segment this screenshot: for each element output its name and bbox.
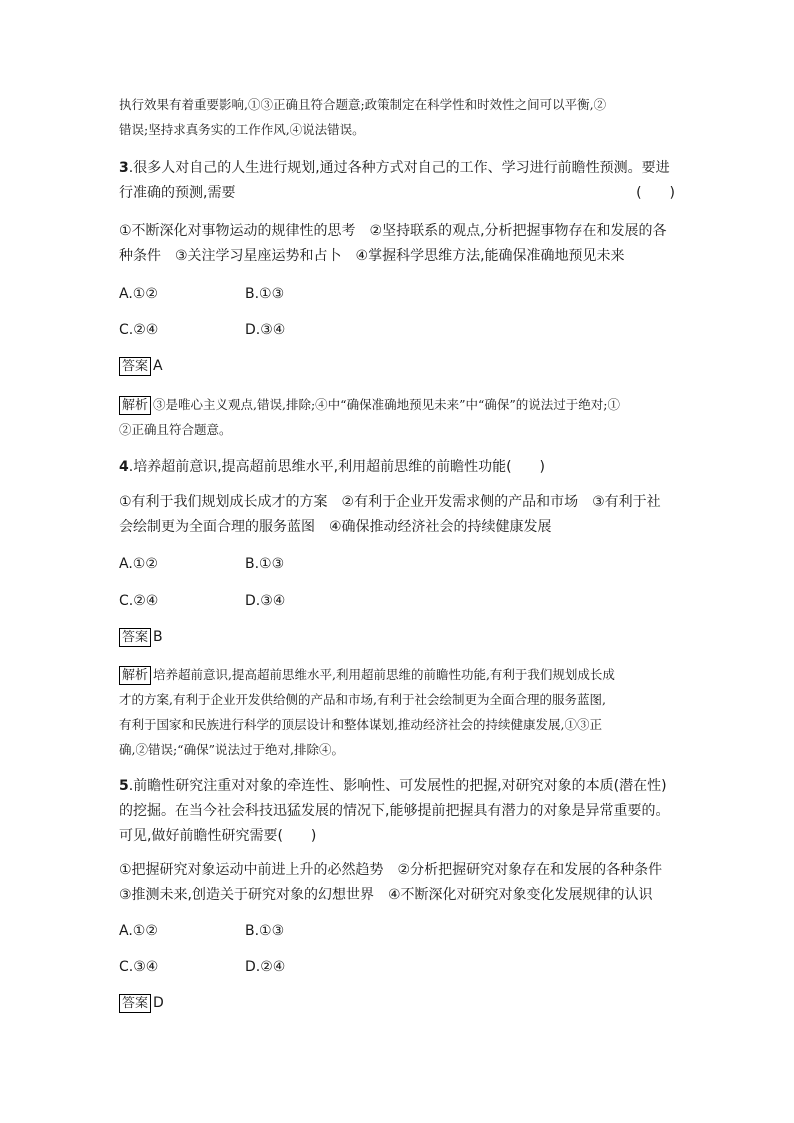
question-number: 3 xyxy=(119,160,129,176)
items-line: 种条件 ③关注学习星座运势和占卜 ④掌握科学思维方法,能确保准确地预见未来 xyxy=(119,248,625,264)
stem-text: 行准确的预测,需要 xyxy=(119,185,236,201)
option-d: D.③④ xyxy=(245,322,286,338)
option-c: C.③④ xyxy=(119,959,159,975)
analysis-text: 培养超前意识,提高超前思维水平,利用超前思维的前瞻性功能,有利于我们规划成长成 xyxy=(153,667,615,682)
option-c: C.②④ xyxy=(119,593,159,609)
answer-tag: 答案 xyxy=(119,628,151,647)
question-number: 5 xyxy=(119,778,129,794)
option-a: A.①② xyxy=(119,923,158,939)
option-c: C.②④ xyxy=(119,322,159,338)
analysis-tag: 解析 xyxy=(119,396,151,415)
items-line: ①把握研究对象运动中前进上升的必然趋势 ②分析把握研究对象存在和发展的各种条件 xyxy=(119,862,663,878)
answer-value: D xyxy=(153,995,164,1011)
analysis-text: 有利于国家和民族进行科学的顶层设计和整体谋划,推动经济社会的持续健康发展,①③正 xyxy=(119,717,602,732)
analysis-text: ②正确且符合题意。 xyxy=(119,422,232,437)
question-5-stem xyxy=(119,774,675,849)
question-4-answer xyxy=(119,627,163,647)
stem-text: 的挖掘。在当今社会科技迅猛发展的情况下,能够提前把握具有潜力的对象是异常重要的。 xyxy=(119,803,670,819)
option-b: B.①③ xyxy=(245,556,285,572)
question-number: 4 xyxy=(119,459,129,475)
option-a: A.①② xyxy=(119,556,158,572)
answer-paren: ( ) xyxy=(636,185,675,201)
answer-value: A xyxy=(153,358,163,374)
question-5-answer xyxy=(119,993,164,1013)
question-4-items xyxy=(119,490,675,540)
analysis-text: 确,②错误;“确保”说法过于绝对,排除④。 xyxy=(119,742,344,757)
stem-text: .培养超前意识,提高超前思维水平,利用超前思维的前瞻性功能( ) xyxy=(128,459,546,475)
analysis-tag: 解析 xyxy=(119,666,151,685)
question-3-stem xyxy=(119,156,675,206)
answer-tag: 答案 xyxy=(119,357,151,376)
answer-tag: 答案 xyxy=(119,994,151,1013)
prev-analysis-line: 错误;坚持求真务实的工作作风,④说法错误。 xyxy=(119,122,365,137)
stem-text: .很多人对自己的人生进行规划,通过各种方式对自己的工作、学习进行前瞻性预测。要进 xyxy=(128,160,670,176)
option-d: D.③④ xyxy=(245,593,286,609)
prev-analysis xyxy=(119,92,675,142)
option-d: D.②④ xyxy=(245,959,286,975)
stem-text: 可见,做好前瞻性研究需要( ) xyxy=(119,828,317,844)
items-line: 会绘制更为全面合理的服务蓝图 ④确保推动经济社会的持续健康发展 xyxy=(119,519,552,535)
question-5-items xyxy=(119,858,675,908)
option-b: B.①③ xyxy=(245,286,285,302)
items-line: ①有利于我们规划成长成才的方案 ②有利于企业开发需求侧的产品和市场 ③有利于社 xyxy=(119,494,661,510)
answer-value: B xyxy=(153,629,163,645)
items-line: ③推测未来,创造关于研究对象的幻想世界 ④不断深化对研究对象变化发展规律的认识 xyxy=(119,887,653,903)
question-3-answer xyxy=(119,356,163,376)
question-3-items xyxy=(119,219,675,269)
question-4-analysis xyxy=(119,662,675,762)
stem-text: .前瞻性研究注重对对象的牵连性、影响性、可发展性的把握,对研究对象的本质(潜在性) xyxy=(128,778,667,794)
analysis-text: ③是唯心主义观点,错误,排除;④中“确保准确地预见未来”中“确保”的说法过于绝对;① xyxy=(153,397,620,412)
option-b: B.①③ xyxy=(245,923,285,939)
question-4-stem xyxy=(119,455,675,480)
analysis-text: 才的方案,有利于企业开发供给侧的产品和市场,有利于社会绘制更为全面合理的服务蓝图, xyxy=(119,692,606,707)
option-a: A.①② xyxy=(119,286,158,302)
question-3-analysis xyxy=(119,392,675,442)
prev-analysis-line: 执行效果有着重要影响,①③正确且符合题意;政策制定在科学性和时效性之间可以平衡,② xyxy=(119,97,607,112)
items-line: ①不断深化对事物运动的规律性的思考 ②坚持联系的观点,分析把握事物存在和发展的各 xyxy=(119,223,667,239)
